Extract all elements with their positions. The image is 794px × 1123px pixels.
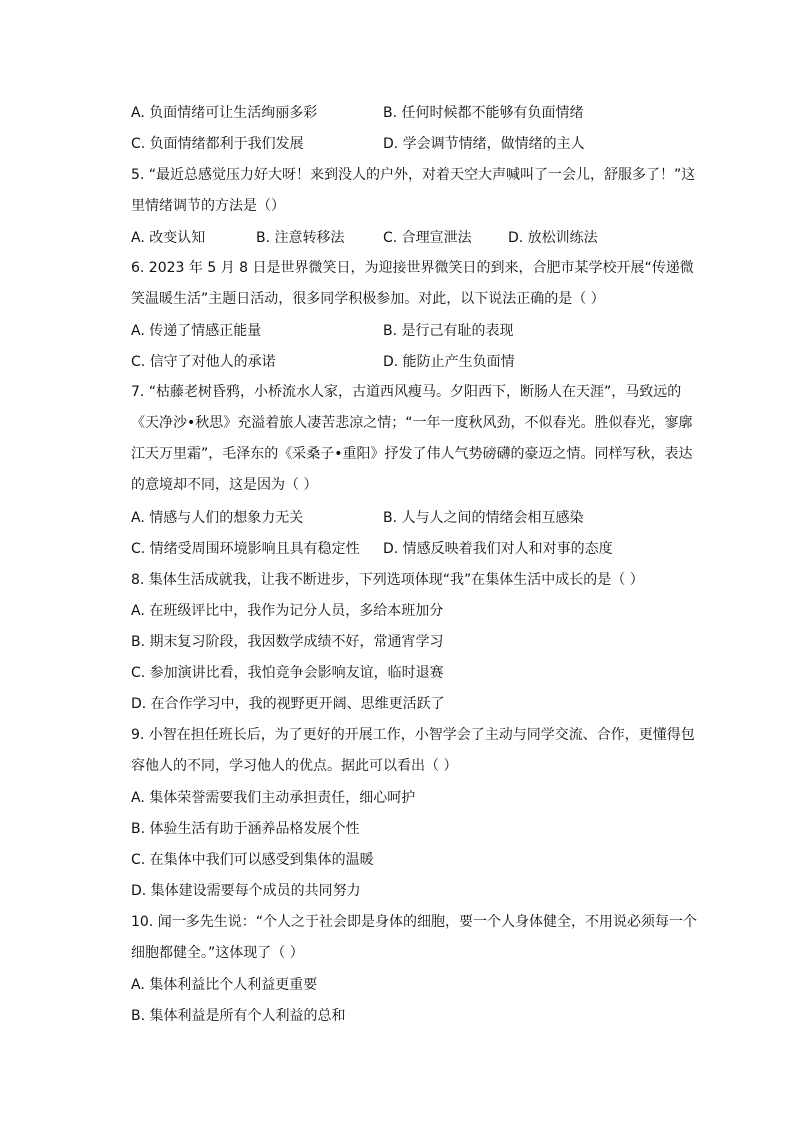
q8-option-b: B. 期末复习阶段，我因数学成绩不好，常通宵学习 bbox=[131, 634, 444, 650]
q6-option-c: C. 信守了对他人的承诺 bbox=[131, 354, 276, 370]
q8-stem: 8. 集体生活成就我，让我不断进步，下列选项体现“我”在集体生活中成长的是（ ） bbox=[131, 572, 644, 588]
prev-option-c: C. 负面情绪都利于我们发展 bbox=[131, 136, 304, 152]
q10-option-a: A. 集体利益比个人利益更重要 bbox=[131, 977, 318, 993]
q8-option-c: C. 参加演讲比看，我怕竞争会影响友谊，临时退赛 bbox=[131, 665, 444, 681]
q5-option-a: A. 改变认知 bbox=[131, 230, 206, 246]
q8-option-a: A. 在班级评比中，我作为记分人员，多给本班加分 bbox=[131, 603, 444, 619]
q9-option-d: D. 集体建设需要每个成员的共同努力 bbox=[131, 883, 361, 899]
q10-stem: 10. 闻一多先生说：“个人之于社会即是身体的细胞，要一个人身体健全，不用说必须每一个细胞都健全。”这体现了（ ） bbox=[131, 914, 697, 961]
prev-option-b: B. 任何时候都不能够有负面情绪 bbox=[383, 105, 584, 121]
prev-option-a: A. 负面情绪可让生活绚丽多彩 bbox=[131, 105, 318, 121]
q10-option-b: B. 集体利益是所有个人利益的总和 bbox=[131, 1008, 346, 1024]
q8-option-d: D. 在合作学习中，我的视野更开阔、思维更活跃了 bbox=[131, 696, 445, 712]
q7-option-b: B. 人与人之间的情绪会相互感染 bbox=[383, 510, 584, 526]
q7-option-a: A. 情感与人们的想象力无关 bbox=[131, 510, 304, 526]
q7-option-c: C. 情绪受周围环境影响且具有稳定性 bbox=[131, 541, 360, 557]
q9-stem: 9. 小智在担任班长后，为了更好的开展工作，小智学会了主动与同学交流、合作，更懂得包容他人的不同，学习他人的优点。据此可以看出（ ） bbox=[131, 727, 695, 774]
q7-stem: 7. “枯藤老树昏鸦，小桥流水人家，古道西风瘦马。夕阳西下，断肠人在天涯”，马致远的《天净沙•秋思》充溢着旅人凄苦悲凉之情；“一年一度秋风劲，不似春光。胜似春光，寥廓江天万里霜”，毛泽东的《采桑子•重阳》抒发了伟人气势磅礴的豪迈之情。同样写秋，表达的意境却不同，这是因为（ ） bbox=[131, 384, 693, 493]
q5-option-d: D. 放松训练法 bbox=[508, 230, 598, 246]
q6-stem: 6. 2023 年 5 月 8 日是世界微笑日，为迎接世界微笑日的到来，合肥市某学校开展“传递微笑温暖生活”主题日活动，很多同学积极参加。对此，以下说法正确的是（ ） bbox=[131, 260, 694, 307]
q9-option-c: C. 在集体中我们可以感受到集体的温暖 bbox=[131, 852, 374, 868]
q9-option-a: A. 集体荣誉需要我们主动承担责任，细心呵护 bbox=[131, 790, 416, 806]
prev-option-d: D. 学会调节情绪，做情绪的主人 bbox=[383, 136, 585, 152]
q5-stem: 5. “最近总感觉压力好大呀！来到没人的户外，对着天空大声喊叫了一会儿，舒服多了！”这里情绪调节的方法是（） bbox=[131, 167, 696, 214]
q6-option-a: A. 传递了情感正能量 bbox=[131, 323, 262, 339]
q6-option-b: B. 是行己有耻的表现 bbox=[383, 323, 514, 339]
q6-option-d: D. 能防止产生负面情 bbox=[383, 354, 515, 370]
q5-option-b: B. 注意转移法 bbox=[256, 230, 345, 246]
q5-option-c: C. 合理宣泄法 bbox=[383, 230, 472, 246]
q9-option-b: B. 体验生活有助于涵养品格发展个性 bbox=[131, 821, 360, 837]
q7-option-d: D. 情感反映着我们对人和对事的态度 bbox=[383, 541, 613, 557]
